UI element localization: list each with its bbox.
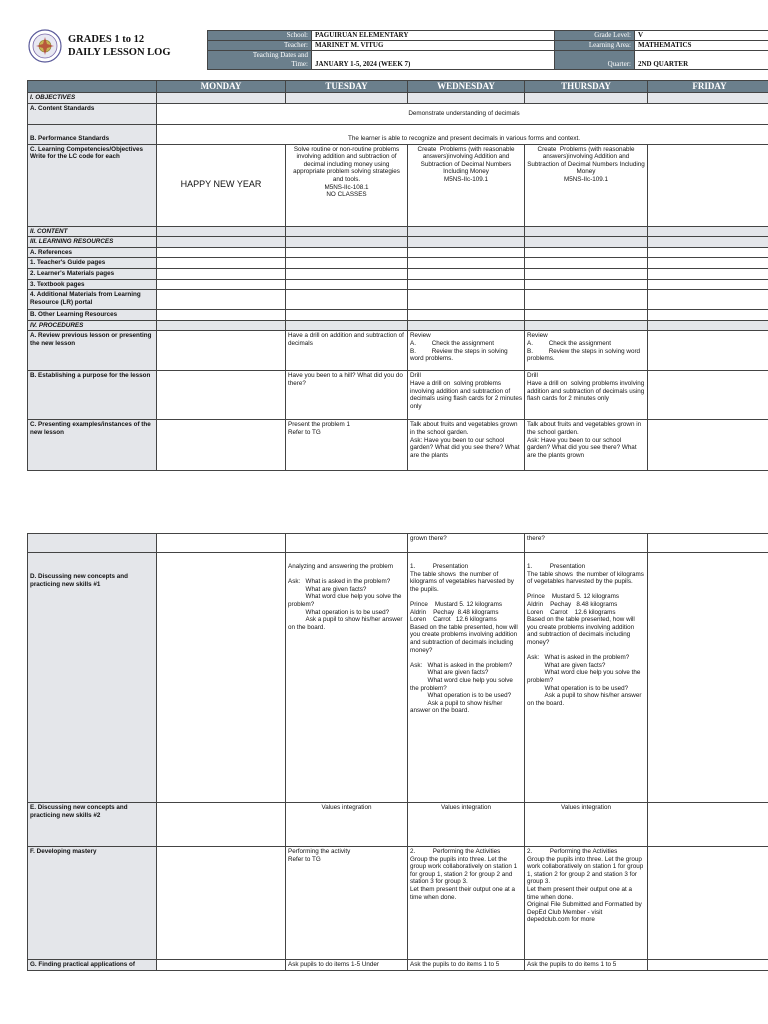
content-heading: II. CONTENT xyxy=(28,226,157,237)
thursday-mastery: 2. Performing the Activities Group the pupils into three. Let the group work collaboratively on station 1 for group 1, station 2 for group 2 and station 3 for group 3. Let them present their output one at a time when done. Original File Submitted and Formatted by DepEd Club Member - visit depedclub.com for more xyxy=(525,847,648,960)
thursday-competency: Create Problems (with reasonable answers)involving Addition and Subtraction of Decimal Numbers Including Money M5NS-IIc-109.1 xyxy=(525,144,648,226)
competencies-label: C. Learning Competencies/Objectives Write for the LC code for each xyxy=(28,144,157,226)
title-daily-lesson-log: DAILY LESSON LOG xyxy=(68,47,171,58)
day-thursday: THURSDAY xyxy=(525,81,648,93)
wednesday-purpose: Drill Have a drill on solving problems involving addition and subtraction of decimals using flash cards for 2 minutes only xyxy=(408,371,525,420)
tuesday-discussing1: Analyzing and answering the problem Ask: What is asked in the problem? What are given facts? What word clue help you solve the problem? What operation is to be used? Ask a pupil to show his/her answer on the board. xyxy=(286,553,408,803)
discussing2-label: E. Discussing new concepts and practicing new skills #2 xyxy=(28,803,157,847)
thursday-discussing1: 1. Presentation The table shows the number of kilograms of vegetables harvested by the pupils. Prince Mustard 5. 12 kilograms Aldrin Pechay 8.48 kilograms Loren Carrot 12.6 kilograms Based on the table presented, how will you create problems involving addition and subtraction of decimals including money? Ask: What is asked in the problem? What are given facts? What word clue help you solve the problem? What operation is to be used? Ask a pupil to show his/her answer on the board. xyxy=(525,553,648,803)
wednesday-values: Values integration xyxy=(408,803,525,847)
other-resources-label: B. Other Learning Resources xyxy=(28,310,157,321)
area-label: Learning Area: xyxy=(555,41,635,51)
tuesday-mastery: Performing the activity Refer to TG xyxy=(286,847,408,960)
dates-label xyxy=(208,51,312,70)
wednesday-review: Review A. Check the assignment B. Review the steps in solving word problems. xyxy=(408,331,525,371)
references-label: A. References xyxy=(28,247,157,258)
day-wednesday: WEDNESDAY xyxy=(408,81,525,93)
grade-value: V xyxy=(635,31,768,41)
learners-materials-label: 2. Learner's Materials pages xyxy=(28,268,157,279)
teacher-value: MARINET M. VITUG xyxy=(312,41,555,51)
content-standards-text: Demonstrate understanding of decimals xyxy=(157,103,768,124)
wednesday-examples-cont: grown there? xyxy=(408,534,525,553)
tuesday-values: Values integration xyxy=(286,803,408,847)
dates-value: JANUARY 1-5, 2024 (WEEK 7) xyxy=(312,51,555,70)
thursday-examples-cont: there? xyxy=(525,534,648,553)
performance-standards-label: B. Performance Standards xyxy=(28,124,157,144)
mastery-label: F. Developing mastery xyxy=(28,847,157,960)
textbook-label: 3. Textbook pages xyxy=(28,279,157,290)
tuesday-examples: Present the problem 1 Refer to TG xyxy=(286,420,408,471)
teachers-guide-label: 1. Teacher's Guide pages xyxy=(28,258,157,269)
title-grades: GRADES 1 to 12 xyxy=(68,34,145,45)
area-value: MATHEMATICS xyxy=(635,41,768,51)
tuesday-practical: Ask pupils to do items 1-5 Under xyxy=(286,960,408,971)
teacher-label: Teacher: xyxy=(208,41,312,51)
practical-label: G. Finding practical applications of xyxy=(28,960,157,971)
examples-label: C. Presenting examples/instances of the new lesson xyxy=(28,420,157,471)
thursday-purpose: Drill Have a drill on solving problems involving addition and subtraction of decimals using flash cards for 2 minutes only xyxy=(525,371,648,420)
content-standards-label: A. Content Standards xyxy=(28,103,157,124)
school-value: PAGUIRUAN ELEMENTARY xyxy=(312,31,555,41)
discussing1-label: D. Discussing new concepts and practicing new skills #1 xyxy=(28,553,157,803)
review-label: A. Review previous lesson or presenting the new lesson xyxy=(28,331,157,371)
additional-materials-label: 4. Additional Materials from Learning Resource (LR) portal xyxy=(28,290,157,310)
info-table xyxy=(207,30,768,70)
thursday-review: Review A. Check the assignment B. Review the steps in solving word problems. xyxy=(525,331,648,371)
thursday-examples: Talk about fruits and vegetables grown in the school garden. Ask: Have you been to our school garden? What did you see there? What are the plants grown xyxy=(525,420,648,471)
performance-standards-text: The learner is able to recognize and present decimals in various forms and context. xyxy=(157,124,768,144)
monday-note: HAPPY NEW YEAR xyxy=(157,144,286,226)
objectives-heading: I. OBJECTIVES xyxy=(28,93,157,104)
resources-heading: III. LEARNING RESOURCES xyxy=(28,237,157,248)
quarter-value: 2ND QUARTER xyxy=(635,51,768,70)
quarter-label: Quarter: xyxy=(555,51,635,70)
tuesday-competency: Solve routine or non-routine problems involving addition and subtraction of decimal including money using appropriate problem solving strategies and tools. M5NS-IIc-108.1 NO CLASSES xyxy=(286,144,408,226)
grade-label: Grade Level: xyxy=(555,31,635,41)
lesson-log-table-continued xyxy=(27,533,768,971)
thursday-practical: Ask the pupils to do items 1 to 5 xyxy=(525,960,648,971)
header-blank xyxy=(28,81,157,93)
wednesday-mastery: 2. Performing the Activities Group the pupils into three. Let the group work collaboratively on station 1 for group 1, station 2 for group 2 and station 3 for group 3. Let them present their output one at a time when done. xyxy=(408,847,525,960)
day-monday: MONDAY xyxy=(157,81,286,93)
school-label: School: xyxy=(208,31,312,41)
lesson-log-table xyxy=(27,80,768,471)
dates-label-line2: Time: xyxy=(291,60,308,68)
thursday-values: Values integration xyxy=(525,803,648,847)
tuesday-purpose: Have you been to a hill? What did you do there? xyxy=(286,371,408,420)
purpose-label: B. Establishing a purpose for the lesson xyxy=(28,371,157,420)
wednesday-practical: Ask the pupils to do items 1 to 5 xyxy=(408,960,525,971)
wednesday-competency: Create Problems (with reasonable answers)involving Addition and Subtraction of Decimal Numbers Including Money M5NS-IIc-109.1 xyxy=(408,144,525,226)
deped-seal-icon xyxy=(28,29,62,63)
day-friday: FRIDAY xyxy=(648,81,768,93)
day-tuesday: TUESDAY xyxy=(286,81,408,93)
dates-label-line1: Teaching Dates and xyxy=(252,51,308,59)
wednesday-discussing1: 1. Presentation The table shows the number of kilograms of vegetables harvested by the pupils. Prince Mustard 5. 12 kilograms Aldrin Pechay 8.48 kilograms Loren Carrot 12.6 kilograms Based on the table presented, how will you create problems involving addition and subtraction of decimals including money? Ask: What is asked in the problem? What are given facts? What word clue help you solve the problem? What operation is to be used? Ask a pupil to show his/her answer on the board. xyxy=(408,553,525,803)
tuesday-review: Have a drill on addition and subtraction of decimals xyxy=(286,331,408,371)
procedures-heading: IV. PROCEDURES xyxy=(28,320,157,331)
wednesday-examples: Talk about fruits and vegetables grown in the school garden. Ask: Have you been to our school garden? What did you see there? What are the plants xyxy=(408,420,525,471)
